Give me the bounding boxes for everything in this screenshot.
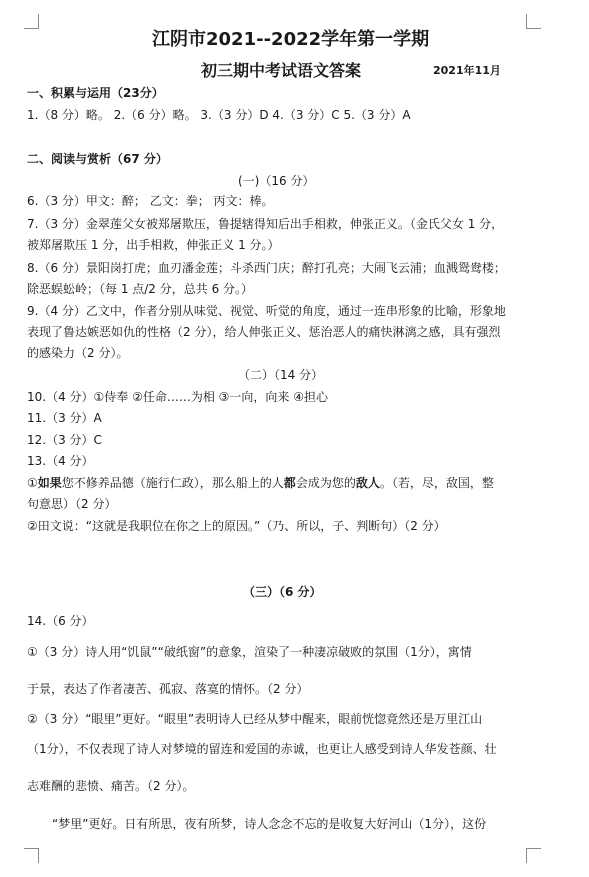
part-2-heading: （二）（14 分） (238, 368, 324, 382)
answer-11: 11.（3 分）A (27, 411, 102, 425)
document-title: 江阴市2021--2022学年第一学期 (152, 29, 430, 50)
document-subtitle: 初三期中考试语文答案 (201, 61, 362, 80)
section-1-heading: 一、积累与运用（23分） (27, 86, 164, 100)
crop-mark-bottom-left (24, 848, 39, 863)
answer-9-line-1: 9.（4 分）乙文中，作者分别从味觉、视觉、听觉的角度，通过一连串形象的比喻，形象地 (27, 304, 506, 318)
answer-7-line-2: 被郑屠欺压 1 分，出手相救，伸张正义 1 分。） (27, 238, 280, 252)
answer-8-line-2: 除恶蜈蚣岭；（每 1 点/2 分，总共 6 分。） (27, 282, 254, 296)
answer-7-line-1: 7.（3 分）金翠莲父女被郑屠欺压，鲁提辖得知后出手相救，伸张正义。（金氏父女 1 分， (27, 217, 504, 231)
answer-12: 12.（3 分）C (27, 433, 102, 447)
answer-9-line-2: 表现了鲁达嫉恶如仇的性格（2 分），给人伸张正义、惩治恶人的痛快淋漓之感，具有强烈 (27, 325, 501, 339)
answer-13: 13.（4 分） (27, 454, 94, 468)
document-date: 2021年11月 (433, 64, 501, 77)
part-1-heading: (一)（16 分） (238, 174, 315, 188)
answer-14: 14.（6 分） (27, 614, 94, 628)
answer-14-1-line-2: 于景，表达了作者凄苦、孤寂、落寞的情怀。（2 分） (27, 682, 309, 696)
answer-14-2-line-3: 志难酬的悲愤、痛苦。（2 分）。 (27, 779, 195, 793)
section-2-heading: 二、阅读与赏析（67 分） (27, 152, 168, 166)
answers-1-5: 1.（8 分）略。 2.（6 分）略。 3.（3 分）D 4.（3 分）C 5.（3 分）A (27, 108, 411, 122)
answer-13-2: ②田文说：“这就是我职位在你之上的原因。”（乃、所以，子、判断句）（2 分） (27, 519, 446, 533)
answer-14-2-line-2: （1分），不仅表现了诗人对梦境的留连和爱国的赤诚，也更让人感受到诗人华发苍颜、壮 (27, 742, 497, 756)
answer-14-2-line-1: ②（3 分）“眼里”更好。“眼里”表明诗人已经从梦中醒来，眼前恍惚竟然还是万里江山 (27, 712, 483, 726)
answer-10: 10.（4 分）①侍奉 ②任命……为相 ③一向，向来 ④担心 (27, 390, 329, 404)
answer-13-1-line-1: ①如果您不修养品德（施行仁政），那么船上的人都会成为您的敌人。（若，尽，敌国，整 (27, 476, 494, 490)
answer-8-line-1: 8.（6 分）景阳岗打虎；血刃潘金莲；斗杀西门庆；醉打孔亮；大闹飞云浦；血溅鸳鸯楼； (27, 261, 506, 275)
crop-mark-bottom-right (526, 848, 541, 863)
part-3-heading: （三）（6 分） (243, 585, 322, 599)
crop-mark-top-right (526, 14, 541, 29)
answer-6: 6.（3 分）甲文：醉； 乙文：拳； 丙文：棒。 (27, 194, 274, 208)
answer-14-alt-line-1: “梦里”更好。日有所思，夜有所梦，诗人念念不忘的是收复大好河山（1分），这份 (52, 817, 487, 831)
crop-mark-top-left (24, 14, 39, 29)
answer-13-1-line-2: 句意思）（2 分） (27, 497, 117, 511)
answer-14-1-line-1: ①（3 分）诗人用“饥鼠”“破纸窗”的意象，渲染了一种凄凉破败的氛围（1分），寓情 (27, 645, 472, 659)
answer-9-line-3: 的感染力（2 分）。 (27, 346, 129, 360)
